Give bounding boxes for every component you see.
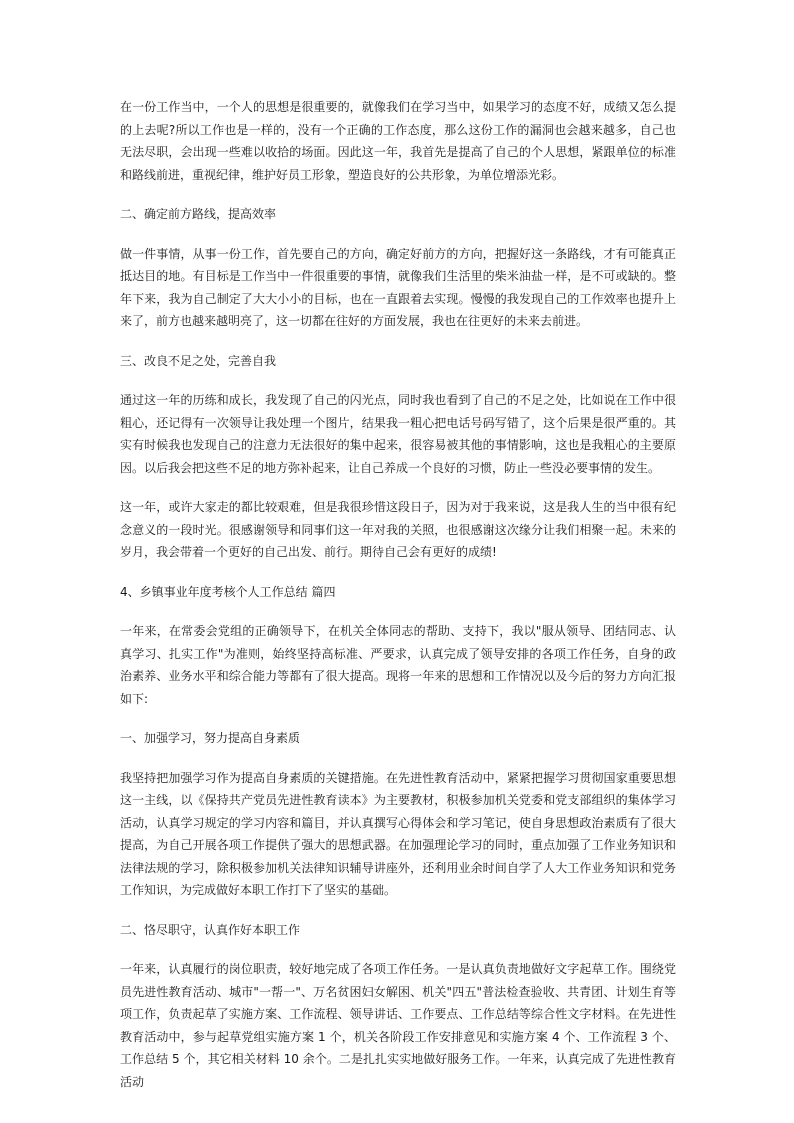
section-heading-duty: 二、恪尽职守，认真作好本职工作: [120, 922, 301, 937]
document-page: [120, 96, 676, 1110]
improve-paragraph: 通过这一年的历练和成长，我发现了自己的闪光点，同时我也看到了自己的不足之处，比如说在工作中很粗心，还记得有一次领导让我处理一个图片，结果我一粗心把电话号码写错了，这个后果是很严重的。其实有时候我也发现自己的注意力无法很好的集中起来，很容易被其他的事情影响，这也是我粗心的主要原因。以后我会把这些不足的地方弥补起来，让自己养成一个良好的习惯，防止一些没必要事情的发生。: [120, 393, 676, 475]
section-heading-study: 一、加强学习，努力提高自身素质: [120, 731, 301, 745]
study-paragraph: 我坚持把加强学习作为提高自身素质的关键措施。在先进性教育活动中，紧紧把握学习贯彻国家重要思想这一主线，以《保持共产党员先进性教育读本》为主要教材，积极参加机关党委和党支部组织的集体学习活动，认真学习规定的学习内容和篇目，并认真撰写心得体会和学习笔记，使自身思想政治素质有了很大提高，为自己开展各项工作提供了强大的思想武器。在加强理论学习的同时，重点加强了工作业务知识和法律法规的学习，除积极参加机关法律知识辅导讲座外，还利用业余时间自学了人大工作业务知识和党务工作知识，为完成做好本职工作打下了坚实的基础。: [120, 770, 676, 897]
route-paragraph: 做一件事情，从事一份工作，首先要自己的方向，确定好前方的方向，把握好这一条路线，才有可能真正抵达目的地。有目标是工作当中一件很重要的事情，就像我们生活里的柴米油盐一样，是不可或缺的。整年下来，我为自己制定了大大小小的目标，也在一直跟着去实现。慢慢的我发现自己的工作效率也提升上来了，前方也越来越明亮了，这一切都在往好的方面发展，我也在往更好的未来去前进。: [120, 246, 676, 328]
closing-paragraph: 这一年，或许大家走的都比较艰难，但是我很珍惜这段日子，因为对于我来说，这是我人生的当中很有纪念意义的一段时光。很感谢领导和同事们这一年对我的关照，也很感谢这次缘分让我们相聚一起。未来的岁月，我会带着一个更好的自己出发、前行。期待自己会有更好的成绩!: [120, 500, 676, 559]
article-title: 4、乡镇事业年度考核个人工作总结 篇四: [120, 584, 336, 599]
section-heading-route: 二、确定前方路线，提高效率: [120, 207, 277, 221]
intro-paragraph: 在一份工作当中，一个人的思想是很重要的，就像我们在学习当中，如果学习的态度不好，成绩又怎么提的上去呢?所以工作也是一样的，没有一个正确的工作态度，那么这份工作的漏洞也会越来越多，自己也无法尽职，会出现一些难以收拾的场面。因此这一年，我首先是提高了自己的个人思想，紧跟单位的标准和路线前进，重视纪律，维护好员工形象，塑造良好的公共形象，为单位增添光彩。: [120, 100, 676, 182]
duty-paragraph: 一年来，认真履行的岗位职责，较好地完成了各项工作任务。一是认真负责地做好文字起草工作。围绕党员先进性教育活动、城市"一帮一"、万名贫困妇女解困、机关"四五"普法检查验收、共青团、计划生育等项工作，负责起草了实施方案、工作流程、领导讲话、工作要点、工作总结等综合性文字材料。在先进性教育活动中，参与起草党组实施方案 1 个，机关各阶段工作安排意见和实施方案 4 个、工作流程 3 个、工作总结 5 个，其它相关材料 10 余个。二是扎扎实实地做好服务工作。一年来，认真完成了先进性教育活动: [120, 962, 676, 1089]
section-heading-improve: 三、改良不足之处，完善自我: [120, 353, 277, 368]
article-intro-paragraph: 一年来，在常委会党组的正确领导下，在机关全体同志的帮助、支持下，我以"服从领导、团结同志、认真学习、扎实工作"为准则，始终坚持高标准、严要求，认真完成了领导安排的各项工作任务，自身的政治素养、业务水平和综合能力等都有了很大提高。现将一年来的思想和工作情况以及今后的努力方向汇报如下:: [120, 624, 676, 706]
